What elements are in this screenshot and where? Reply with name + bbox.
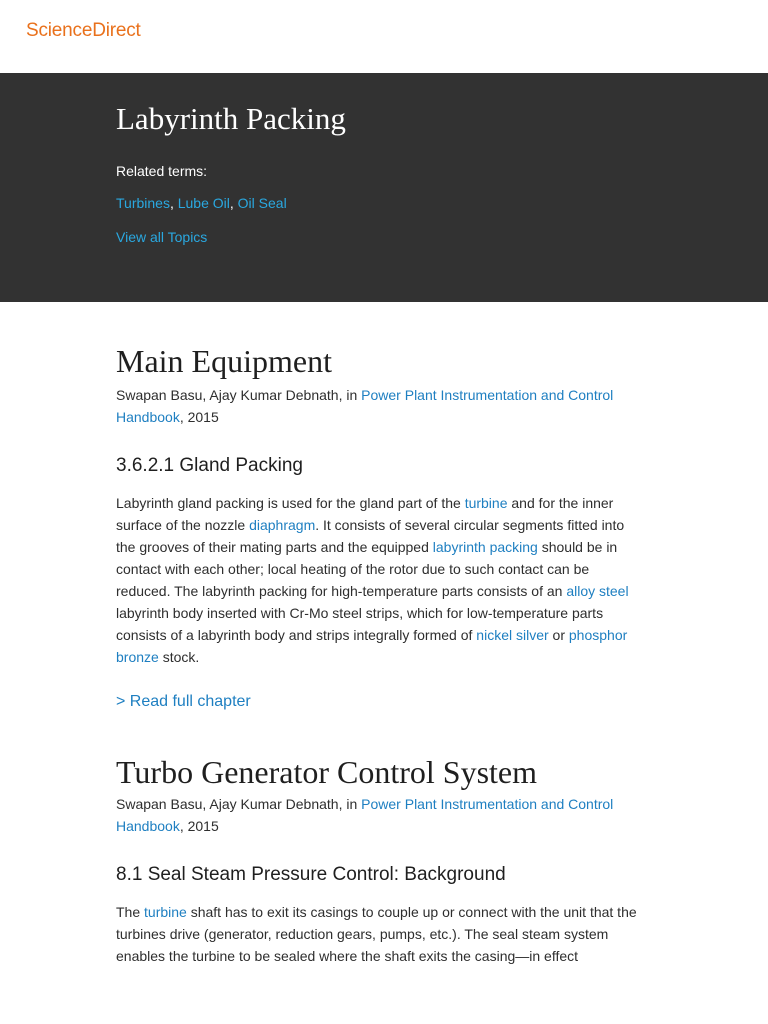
year: , 2015 [179, 409, 219, 425]
related-term-lube-oil[interactable]: Lube Oil [177, 195, 230, 211]
related-term-turbines[interactable]: Turbines [116, 195, 170, 211]
term-link[interactable]: diaphragm [249, 517, 316, 533]
term-link[interactable]: turbine [464, 495, 508, 511]
term-link[interactable]: turbine [144, 904, 187, 920]
main-content [116, 302, 644, 967]
authors: Swapan Basu, Ajay Kumar Debnath, in [116, 796, 362, 812]
term-link[interactable]: nickel silver [476, 627, 549, 643]
source-link[interactable]: Power Plant Instrumentation and Control Handbook [116, 387, 614, 425]
citation [116, 384, 644, 428]
read-full-chapter-link[interactable]: > Read full chapter [116, 693, 251, 710]
section-turbo-generator [116, 711, 644, 967]
year: , 2015 [179, 818, 219, 834]
top-bar [0, 0, 768, 73]
view-all-topics-link[interactable]: View all Topics [116, 229, 208, 245]
topic-title: Labyrinth Packing [116, 101, 346, 136]
source-link[interactable]: Power Plant Instrumentation and Control Handbook [116, 796, 614, 834]
excerpt-paragraph: Labyrinth gland packing is used for the gland part of the turbine and for the inner surface of the nozzle diaphragm. It consists of several circular segments fitted into the grooves of their mating parts and the equipped labyrinth packing should be in contact with each other; local heating of the rotor due to such contact can be reduced. The labyrinth packing for high-temperature parts consists of an alloy steel labyrinth body inserted with Cr-Mo steel strips, which for low-temperature parts consists of a labyrinth body and strips integrally formed of nickel silver or phosphor bronze stock. [116, 495, 629, 665]
topic-header [0, 73, 768, 302]
related-terms-label: Related terms: [116, 163, 208, 179]
subsection-heading: 8.1 Seal Steam Pressure Control: Background [116, 864, 506, 885]
term-link[interactable]: alloy steel [566, 583, 629, 599]
related-terms-list: Turbines, Lube Oil, Oil Seal [116, 195, 287, 211]
section-title[interactable]: Main Equipment [116, 343, 332, 379]
section-title[interactable]: Turbo Generator Control System [116, 754, 538, 790]
citation [116, 793, 644, 837]
sciencedirect-logo[interactable]: ScienceDirect [26, 20, 141, 41]
authors: Swapan Basu, Ajay Kumar Debnath, in [116, 387, 362, 403]
subsection-heading: 3.6.2.1 Gland Packing [116, 455, 303, 476]
related-term-oil-seal[interactable]: Oil Seal [237, 195, 287, 211]
term-link[interactable]: phosphor bronze [116, 627, 628, 665]
excerpt-paragraph: The turbine shaft has to exit its casings to couple up or connect with the unit that the turbines drive (generator, reduction gears, pumps, etc.). The seal steam system enables the turbine to be sealed where the shaft exits the casing—in effect [116, 904, 637, 964]
section-main-equipment [116, 302, 644, 711]
term-link[interactable]: labyrinth packing [432, 539, 538, 555]
